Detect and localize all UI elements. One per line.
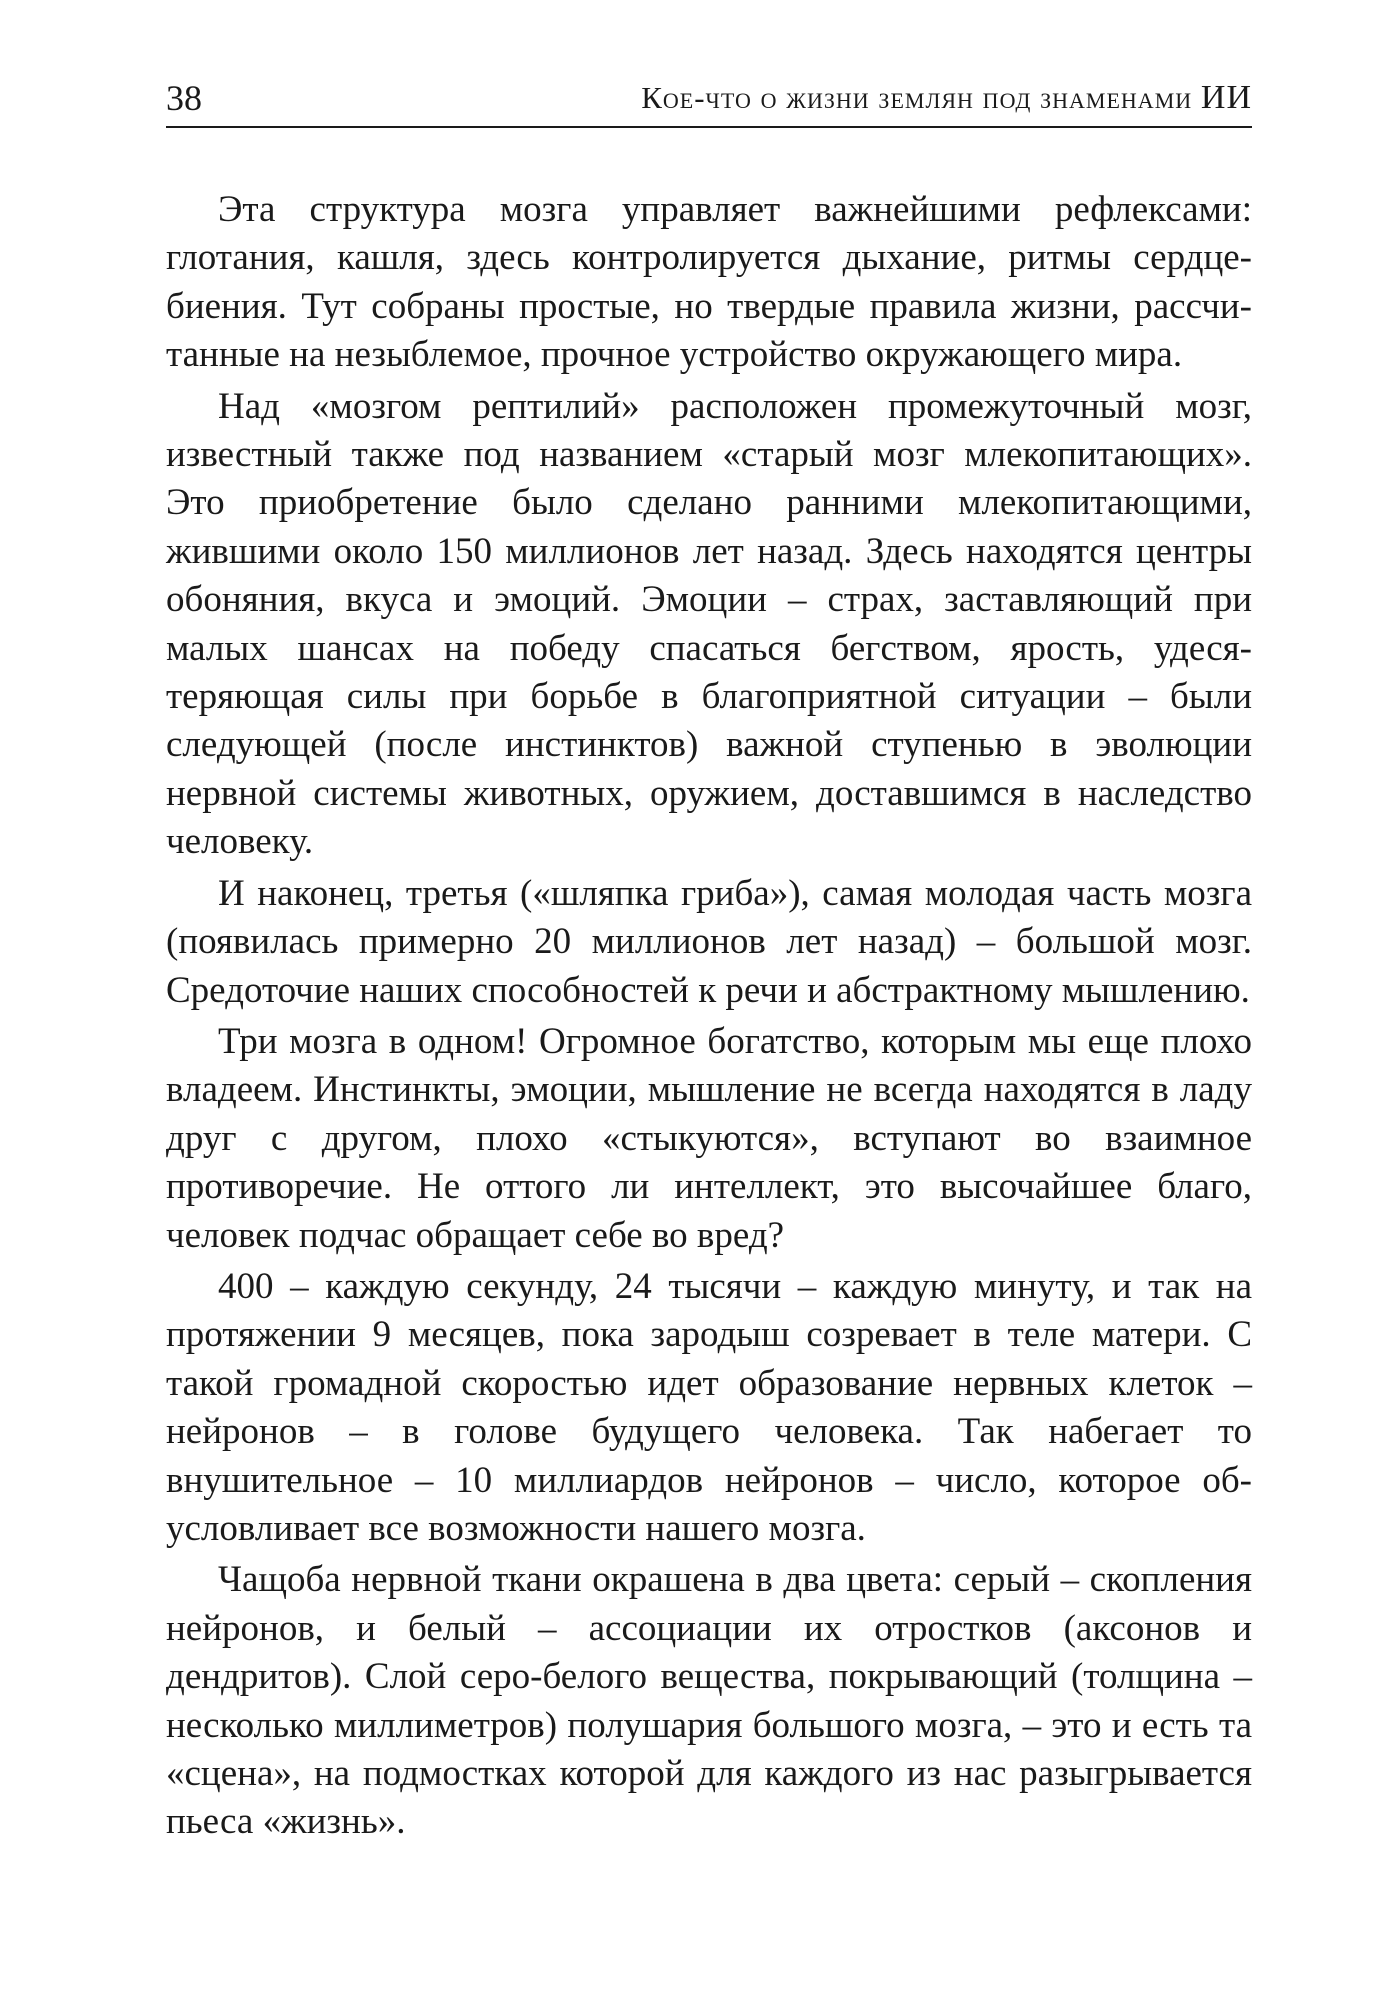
paragraph: 400 – каждую секунду, 24 тысячи – каждую минуту, и так на протяжении 9 месяцев, пока зародыш созревает в теле матери. С такой громадной скоростью идет образование нервных клеток – нейронов – в голове будущего человека. Так набегает то внушительное – 10 миллиардов нейронов – число, которое обусловливает все возможности нашего мозга.: [166, 1265, 1252, 1549]
paragraph: Эта структура мозга управляет важнейшими рефлексами: глотания, кашля, здесь контролируется дыхание, ритмы сердцебиения. Тут собраны простые, но твердые правила жизни, рассчитанные на незыблемое, прочное устройство окружающего мира.: [166, 189, 1252, 376]
paragraph: Чащоба нервной ткани окрашена в два цвета: серый – скопления нейронов, и белый – ассоциации их отростков (аксонов и дендритов). Слой серо-белого вещества, покрывающий (толщина – несколько миллиметров) полушария большого мозга, – это и есть та «сцена», на подмостках которой для каждого из нас разыгрывается пьеса «жизнь».: [166, 1559, 1252, 1843]
running-title: [641, 78, 1252, 118]
page-number: 38: [166, 78, 202, 118]
running-title-text: Кое-что о жизни землян под знаменами: [641, 80, 1193, 115]
running-title-abbr: ИИ: [1200, 79, 1252, 116]
paragraph: И наконец, третья («шляпка гриба»), самая молодая часть мозга (появилась примерно 20 миллионов лет назад) – большой мозг. Средоточие наших способностей к речи и абстрактному мышлению.: [166, 872, 1252, 1011]
running-header: [166, 70, 1252, 128]
body-text: [166, 186, 1252, 1850]
paragraph: Три мозга в одном! Огромное богатство, которым мы еще плохо владеем. Инстинкты, эмоции, мышление не всегда находятся в ладу друг с другом, плохо «стыкуются», вступают во взаимное противоречие. Не оттого ли интеллект, это высочайшее благо, человек подчас обращает себе во вред?: [166, 1020, 1252, 1256]
paragraph: Над «мозгом рептилий» расположен промежуточный мозг, известный также под названием «старый мозг млекопитающих». Это приобретение было сделано ранними млекопитающими, жившими около 150 миллионов лет назад. Здесь находятся центры обоняния, вкуса и эмоций. Эмоции – страх, заставляющий при малых шансах на победу спасаться бегством, ярость, удесятеряющая силы при борьбе в благоприятной ситуации – были следующей (после инстинктов) важной ступенью в эволюции нервной системы животных, оружием, доставшимся в наследство человеку.: [166, 385, 1252, 863]
